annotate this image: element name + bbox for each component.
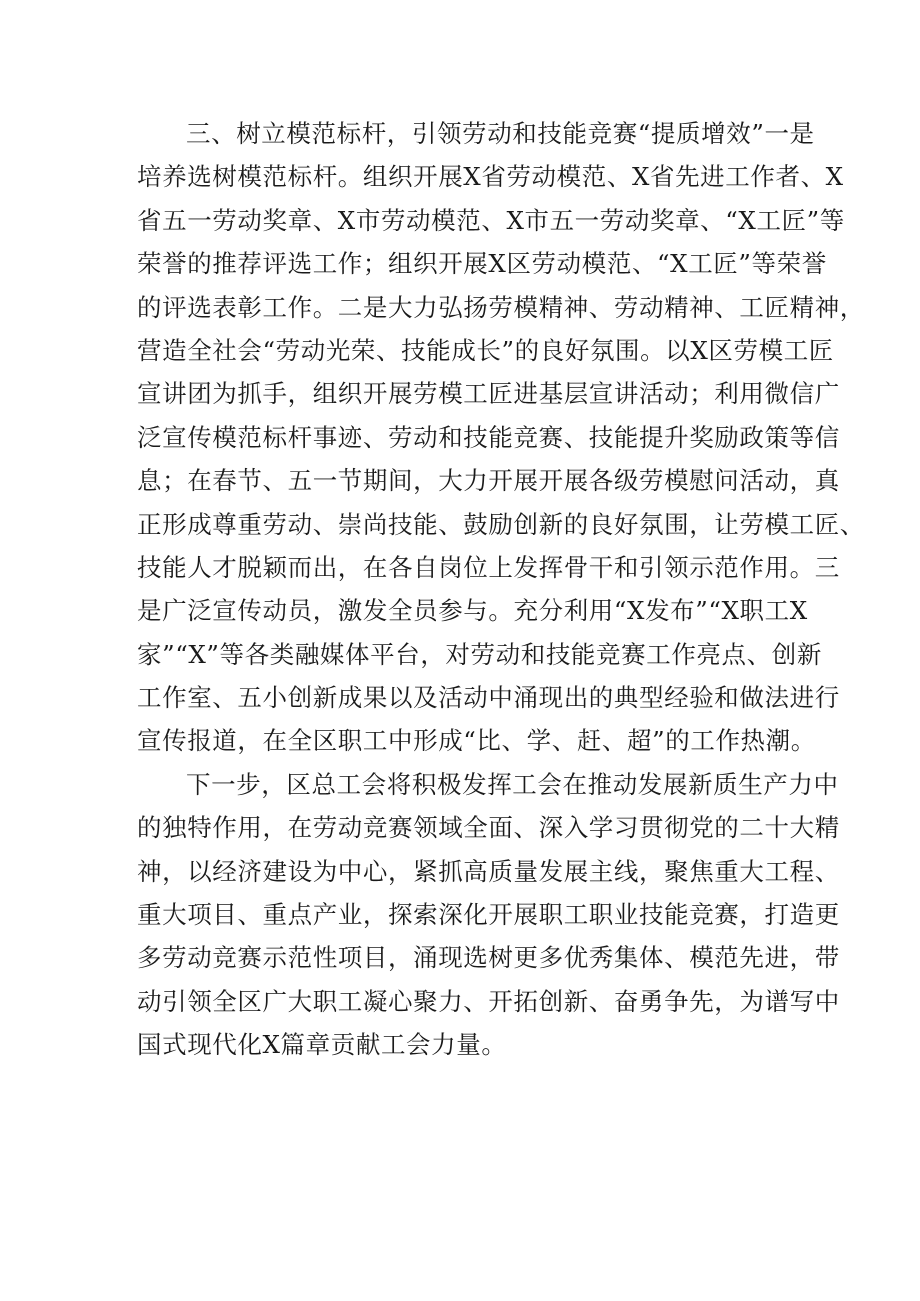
paragraph-line: 的评选表彰工作。二是大力弘扬劳模精神、劳动精神、工匠精神， xyxy=(137,292,865,322)
paragraph-line: 省五一劳动奖章、X市劳动模范、X市五一劳动奖章、“X工匠”等 xyxy=(137,205,845,235)
paragraph-line: 三、树立模范标杆，引领劳动和技能竞赛“提质增效”一是 xyxy=(186,119,815,148)
paragraph-line: 国式现代化X篇章贡献工会力量。 xyxy=(137,1030,507,1060)
paragraph-line: 多劳动竞赛示范性项目，涌现选树更多优秀集体、模范先进，带 xyxy=(137,943,840,973)
paragraph-line: 动引领全区广大职工凝心聚力、开拓创新、奋勇争先，为谱写中 xyxy=(137,986,840,1016)
paragraph-line: 家”“X”等各类融媒体平台，对劳动和技能竞赛工作亮点、创新 xyxy=(137,639,822,669)
paragraph-line: 泛宣传模范标杆事迹、劳动和技能竞赛、技能提升奖励政策等信 xyxy=(137,422,840,452)
paragraph-1 xyxy=(137,112,865,763)
document-body xyxy=(137,112,865,1067)
paragraph-line: 重大项目、重点产业，探索深化开展职工职业技能竞赛，打造更 xyxy=(137,900,840,930)
paragraph-line: 的独特作用，在劳动竞赛领域全面、深入学习贯彻党的二十大精 xyxy=(137,813,840,843)
paragraph-line: 下一步，区总工会将积极发挥工会在推动发展新质生产力中 xyxy=(186,769,839,799)
paragraph-line: 正形成尊重劳动、崇尚技能、鼓励创新的良好氛围，让劳模工匠、 xyxy=(137,509,865,539)
paragraph-line: 培养选树模范标杆。组织开展X省劳动模范、X省先进工作者、X xyxy=(137,162,844,192)
paragraph-line: 技能人才脱颖而出，在各自岗位上发挥骨干和引领示范作用。三 xyxy=(137,552,840,582)
paragraph-line: 息；在春节、五一节期间，大力开展开展各级劳模慰问活动，真 xyxy=(137,466,840,496)
paragraph-line: 营造全社会“劳动光荣、技能成长”的良好氛围。以X区劳模工匠 xyxy=(137,335,834,365)
paragraph-line: 荣誉的推荐评选工作；组织开展X区劳动模范、“X工匠”等荣誉 xyxy=(137,249,827,279)
paragraph-line: 宣讲团为抓手，组织开展劳模工匠进基层宣讲活动；利用微信广 xyxy=(137,379,840,409)
paragraph-line: 工作室、五小创新成果以及活动中涌现出的典型经验和做法进行 xyxy=(137,683,840,713)
paragraph-line: 神，以经济建设为中心，紧抓高质量发展主线，聚焦重大工程、 xyxy=(137,856,840,886)
paragraph-line: 是广泛宣传动员，激发全员参与。充分利用“X发布”“X职工X xyxy=(137,596,808,626)
paragraph-line: 宣传报道，在全区职工中形成“比、学、赶、超”的工作热潮。 xyxy=(137,726,816,756)
paragraph-2 xyxy=(137,763,840,1067)
